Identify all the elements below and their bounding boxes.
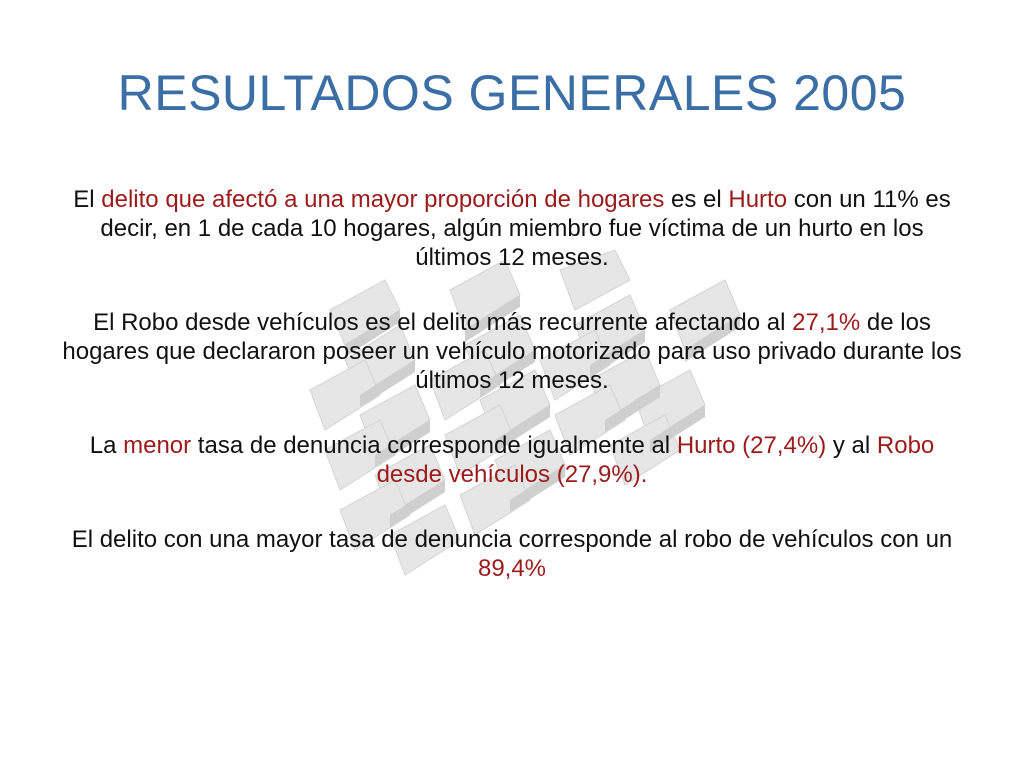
paragraph-3-segment: La [89, 432, 124, 459]
paragraph-3-highlight: menor [123, 432, 192, 459]
paragraph-4-highlight: 89,4% [477, 555, 547, 582]
paragraph-1-highlight: Hurto [728, 186, 788, 213]
slide-title: RESULTADOS GENERALES 2005 [117, 65, 907, 121]
paragraph-1-segment: con un 11% es decir, en 1 de cada 10 hogares, algún miembro fue víctima de un hurto en los últimos 12 meses. [100, 186, 951, 271]
paragraph-2 [60, 308, 964, 395]
paragraph-1-segment: es el [664, 186, 729, 213]
paragraph-2-highlight: 27,1% [792, 309, 861, 336]
paragraph-1-highlight: delito que afectó a una mayor proporción de hogares [101, 186, 665, 213]
paragraph-3-highlight: Hurto (27,4%) [676, 432, 827, 459]
paragraph-2-segment: de los hogares que declararon poseer un vehículo motorizado para uso privado durante los últimos 12 meses. [62, 309, 962, 394]
paragraph-1-segment: El [73, 186, 102, 213]
paragraph-3-segment: y al [826, 432, 877, 459]
paragraph-3-highlight: Robo desde vehículos (27,9%). [376, 432, 935, 488]
paragraph-3-segment: tasa de denuncia corresponde igualmente al [191, 432, 677, 459]
paragraph-4-segment: El delito con una mayor tasa de denuncia corresponde al robo de vehículos con un [71, 526, 953, 553]
paragraph-2-segment: El Robo desde vehículos es el delito más recurrente afectando al [93, 309, 793, 336]
paragraph-3 [60, 431, 964, 489]
paragraph-4 [60, 525, 964, 583]
paragraph-1 [60, 185, 964, 272]
slide-body [60, 185, 964, 619]
